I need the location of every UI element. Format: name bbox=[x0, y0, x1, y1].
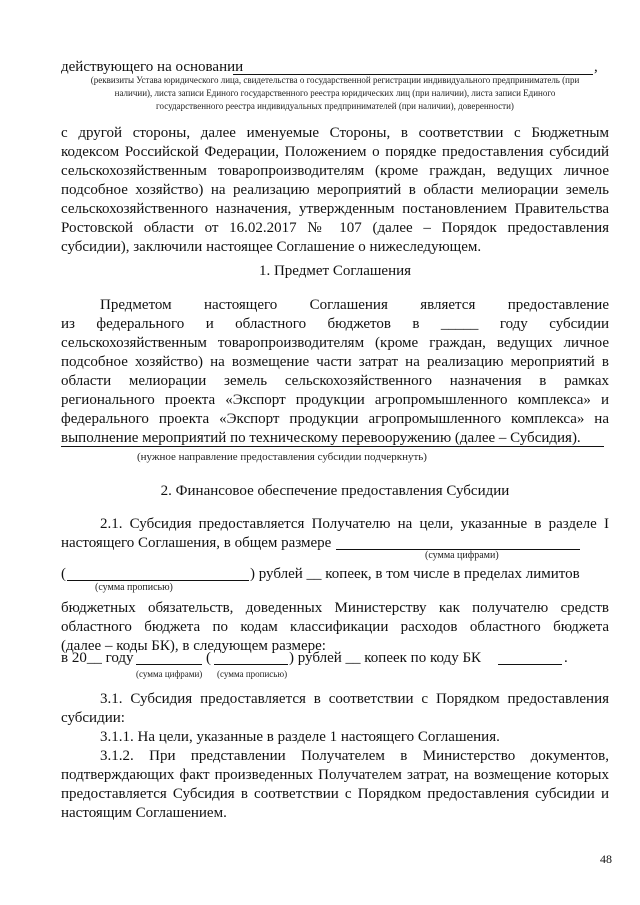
section-1-line-1: Предметом настоящего Соглашения является предоставление bbox=[100, 297, 609, 313]
p312-line-1: 3.1.2. При представлении Получателем в Министерство документов, bbox=[100, 748, 609, 764]
hint-digits: (сумма цифрами) bbox=[425, 550, 499, 561]
total-amount-words-field[interactable] bbox=[67, 580, 249, 581]
basis-hint-line-2: наличии), листа записи Единого государственного реестра юридических лиц (при наличии), листа записи Единого bbox=[114, 88, 556, 98]
hint-words: (сумма прописью) bbox=[95, 582, 173, 593]
basis-comma: , bbox=[594, 59, 598, 75]
basis-hint-line-1: (реквизиты Устава юридического лица, свидетельства о государственной регистрации индивидуального предприниматель (при bbox=[90, 75, 580, 85]
hint-digits-2: (сумма цифрами) bbox=[136, 669, 203, 679]
page-number: 48 bbox=[600, 852, 612, 866]
p21-line-7-year: в 20__ году bbox=[61, 650, 134, 666]
section-1-line-6: регионального проекта «Экспорт продукции агропромышленного комплекса» и bbox=[61, 392, 609, 408]
p312-line-2: подтверждающих факт произведенных Получателем затрат, на возмещение которых bbox=[61, 767, 609, 783]
intro-line-5: сельскохозяйственного назначения, утвержденным постановлением Правительства bbox=[61, 201, 609, 217]
p31-line-2: субсидии: bbox=[61, 710, 125, 726]
section-1-line-5: области мелиорации земель сельскохозяйственного назначения в рамках bbox=[61, 373, 609, 389]
p21-line-5: областного бюджета по кодам классификации расходов областного бюджета bbox=[61, 619, 609, 635]
section-1-line-8: выполнение мероприятий по техническому перевооружению (далее – Субсидия). bbox=[61, 430, 581, 446]
intro-line-6: Ростовской области от 16.02.2017 № 107 (далее – Порядок предоставления bbox=[61, 220, 609, 236]
year-amount-words-field[interactable] bbox=[214, 664, 288, 665]
year-amount-digits-field[interactable] bbox=[136, 664, 202, 665]
p21-line-3-open: ( bbox=[61, 566, 66, 582]
section-1-rule bbox=[61, 446, 604, 447]
p31-line-1: 3.1. Субсидия предоставляется в соответствии с Порядком предоставления bbox=[100, 691, 609, 707]
section-1-line-2: из федерального и областного бюджетов в _____ году субсидии bbox=[61, 316, 609, 332]
intro-line-4: подсобное хозяйство) на реализацию мероприятий в области мелиорации земель bbox=[61, 182, 609, 198]
p21-line-7-open: ( bbox=[206, 650, 211, 666]
hint-words-2: (сумма прописью) bbox=[217, 669, 288, 679]
section-1-line-3: сельскохозяйственным товаропроизводителям (кроме граждан, ведущих личное bbox=[61, 335, 609, 351]
basis-label: действующего на основании bbox=[61, 59, 244, 75]
p312-line-3: предоставляется Субсидия в соответствии с Порядком предоставления субсидии и bbox=[61, 786, 609, 802]
p21-line-7-dot: . bbox=[564, 650, 568, 666]
intro-line-1: с другой стороны, далее именуемые Стороны, в соответствии с Бюджетным bbox=[61, 125, 609, 141]
intro-line-2: кодексом Российской Федерации, Положением о порядке предоставления субсидий bbox=[61, 144, 609, 160]
basis-hint-line-3: государственного реестра индивидуальных предпринимателей (при наличии), доверенности) bbox=[156, 101, 514, 111]
section-1-hint: (нужное направление предоставления субсидии подчеркнуть) bbox=[137, 451, 427, 463]
section-1-line-7: федерального проекта «Экспорт продукции агропромышленного комплекса» на bbox=[61, 411, 609, 427]
p21-line-6: (далее – коды БК), в следующем размере: bbox=[61, 638, 326, 654]
bk-code-field[interactable] bbox=[498, 664, 562, 665]
p21-line-7-rubles: ) рублей __ копеек по коду БК bbox=[289, 650, 482, 666]
intro-line-3: сельскохозяйственным товаропроизводителям (кроме граждан, ведущих личное bbox=[61, 163, 609, 179]
p21-line-4: бюджетных обязательств, доведенных Министерству как получателю средств bbox=[61, 600, 609, 616]
p21-line-1: 2.1. Субсидия предоставляется Получателю на цели, указанные в разделе I bbox=[100, 516, 609, 532]
intro-line-7: субсидии), заключили настоящее Соглашение о нижеследующем. bbox=[61, 239, 482, 255]
section-1-heading: 1. Предмет Соглашения bbox=[258, 263, 412, 279]
p21-line-2: настоящего Соглашения, в общем размере bbox=[61, 535, 332, 551]
section-1-line-4: подсобное хозяйство) на возмещение части затрат на реализацию мероприятий в bbox=[61, 354, 609, 370]
p21-line-3-rest: ) рублей __ копеек, в том числе в пределах лимитов bbox=[250, 566, 580, 582]
p311: 3.1.1. На цели, указанные в разделе 1 настоящего Соглашения. bbox=[100, 729, 500, 745]
p312-line-4: настоящим Соглашением. bbox=[61, 805, 227, 821]
section-2-heading: 2. Финансовое обеспечение предоставления Субсидии bbox=[160, 483, 510, 499]
